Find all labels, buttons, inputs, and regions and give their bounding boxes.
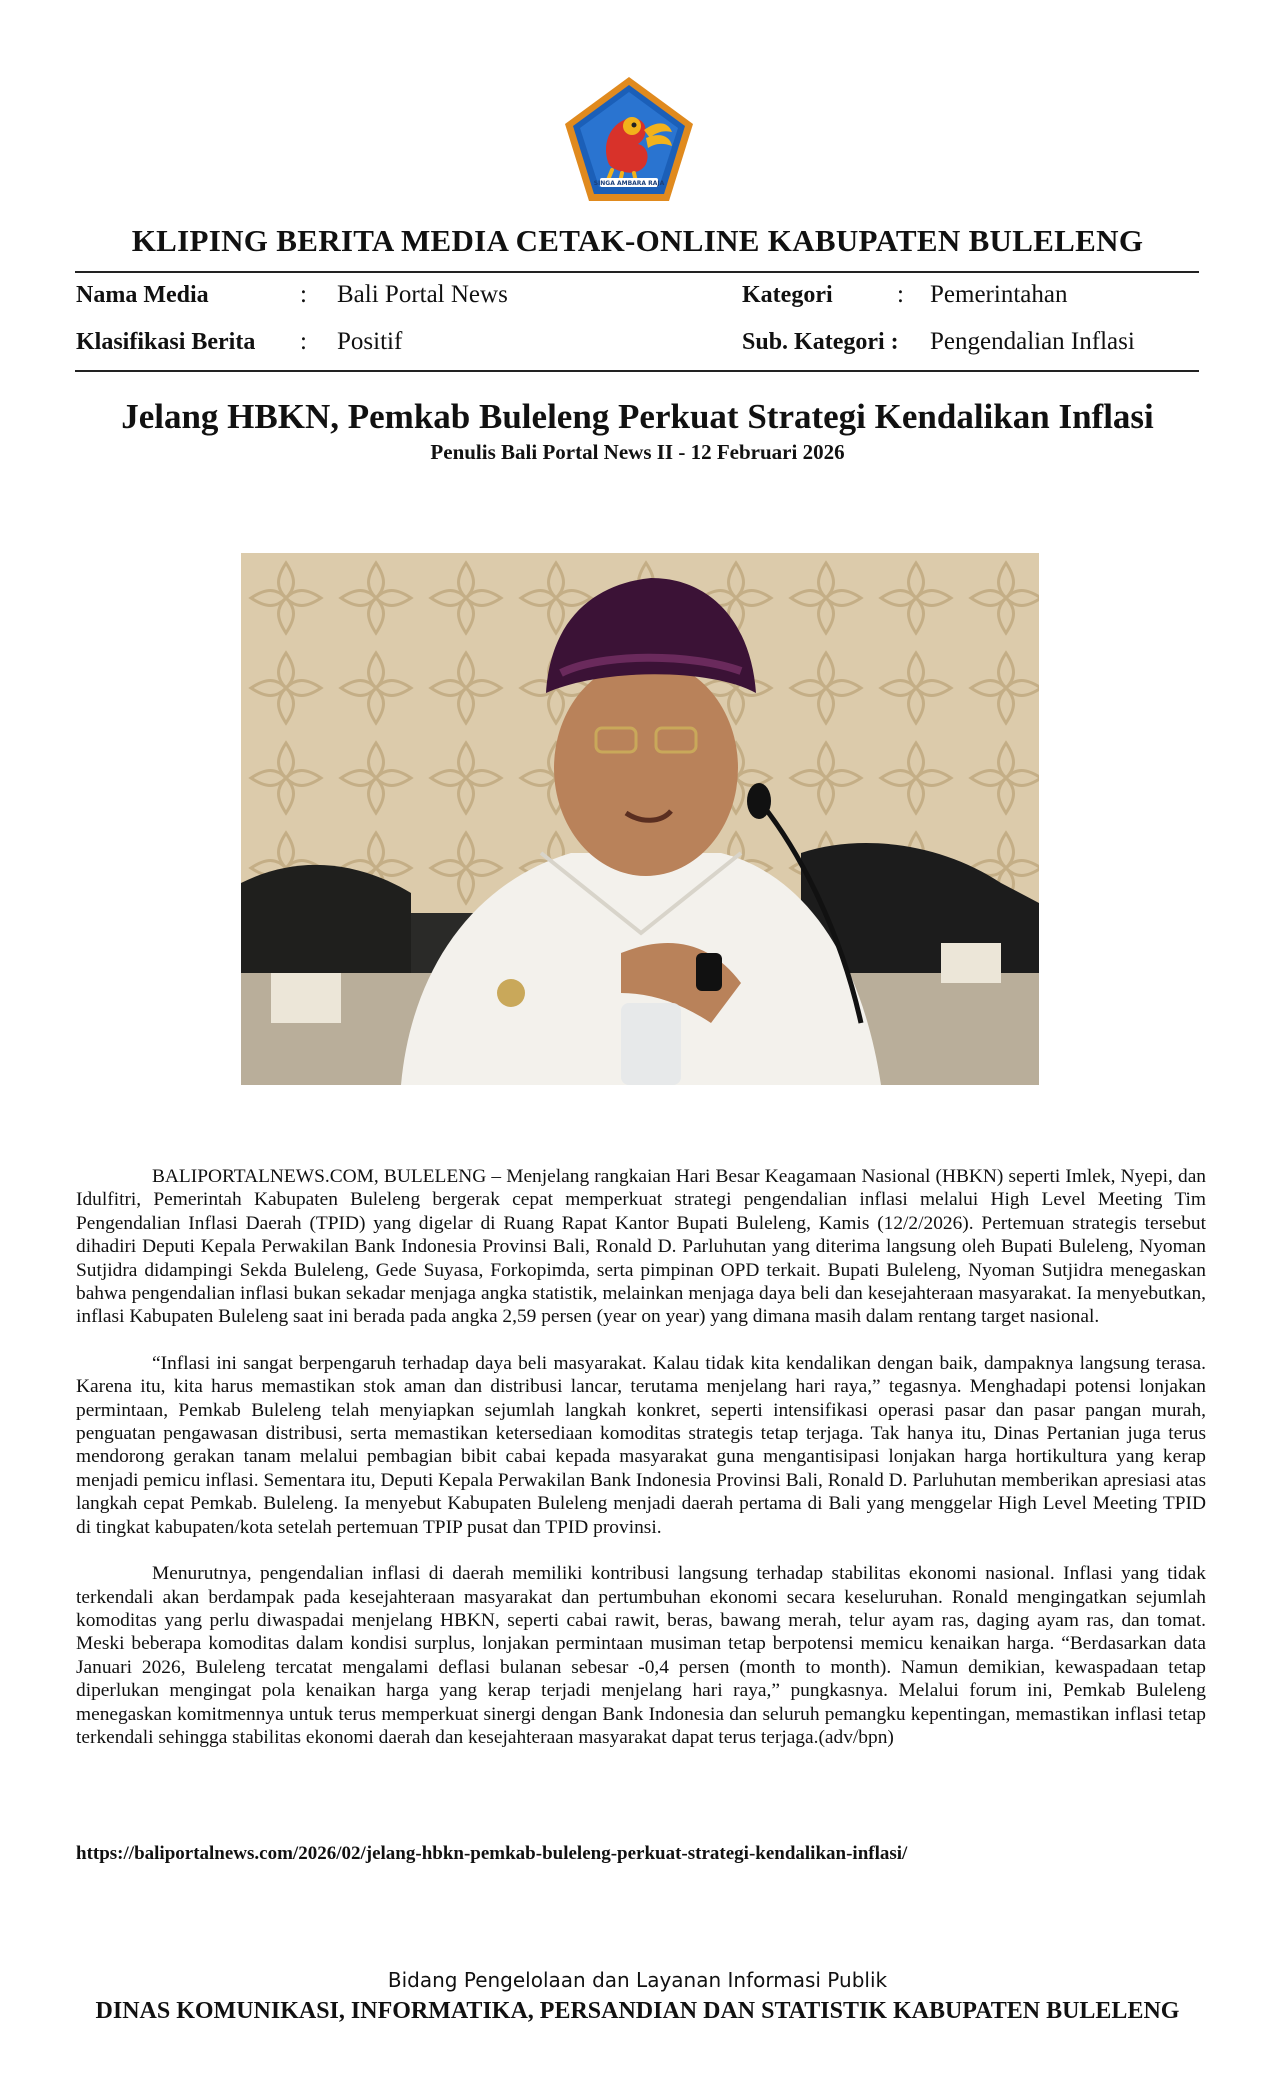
header-rule-bottom xyxy=(75,370,1199,372)
buleleng-regency-emblem xyxy=(562,74,696,204)
clipping-header-title: KLIPING BERITA MEDIA CETAK-ONLINE KABUPATEN BULELENG xyxy=(131,223,1144,258)
subcategory-value: Pengendalian Inflasi xyxy=(930,328,1135,355)
emblem-motto: SINGA AMBARA RAJA xyxy=(593,180,665,187)
classification-value: Positif xyxy=(337,328,403,355)
article-paragraph: Menurutnya, pengendalian inflasi di daerah memiliki kontribusi langsung terhadap stabilitas ekonomi nasional. Inflasi yang tidak terkendali akan berdampak pada kesejahteraan masyarakat dan pertumbuhan ekonomi secara keseluruhan. Ronald mengingatkan sejumlah komoditas yang perlu diwaspadai menjelang HBKN, seperti cabai rawit, beras, bawang merah, telur ayam ras, daging ayam ras, dan tomat. Meski beberapa komoditas dalam kondisi surplus, lonjakan permintaan musiman tetap berpotensi memicu kenaikan harga. “Berdasarkan data Januari 2026, Buleleng tercatat mengalami deflasi bulanan sebesar -0,4 persen (month to month). Namun demikian, kewaspadaan tetap diperlukan mengingat pola kenaikan harga yang kerap terjadi menjelang hari raya,” pungkasnya. Melalui forum ini, Pemkab Buleleng menegaskan komitmennya untuk terus memperkuat sinergi dengan Bank Indonesia dan seluruh pemangku kepentingan, memastikan inflasi tetap terkendali sehingga stabilitas ekonomi daerah dan kesejahteraan masyarakat dapat terus terjaga.(adv/bpn) xyxy=(76,1563,1206,1748)
footer-department: DINAS KOMUNIKASI, INFORMATIKA, PERSANDIAN DAN STATISTIK KABUPATEN BULELENG xyxy=(95,1998,1180,2024)
header-rule-top xyxy=(75,271,1199,273)
classification-label: Klasifikasi Berita xyxy=(76,329,256,355)
article-byline: Penulis Bali Portal News II - 12 Februari 2026 xyxy=(430,440,845,464)
footer-division: Bidang Pengelolaan dan Layanan Informasi Publik xyxy=(387,1968,888,1992)
article-paragraph: BALIPORTALNEWS.COM, BULELENG – Menjelang rangkaian Hari Besar Keagamaan Nasional (HBKN) seperti Imlek, Nyepi, dan Idulfitri, Pemerintah Kabupaten Buleleng bergerak cepat memperkuat strategi pengendalian inflasi melalui High Level Meeting Tim Pengendalian Inflasi Daerah (TPID) yang digelar di Ruang Rapat Kantor Bupati Buleleng, Kamis (12/2/2026). Pertemuan strategis tersebut dihadiri Deputi Kepala Perwakilan Bank Indonesia Provinsi Bali, Ronald D. Parluhutan yang diterima langsung oleh Bupati Buleleng, Nyoman Sutjidra didampingi Sekda Buleleng, Gede Suyasa, Forkopimda, serta pimpinan OPD terkait. Bupati Buleleng, Nyoman Sutjidra menegaskan bahwa pengendalian inflasi bukan sekadar menjaga angka statistik, melainkan menjaga daya beli dan kesejahteraan masyarakat. Ia menyebutkan, inflasi Kabupaten Buleleng saat ini berada pada angka 2,59 persen (year on year) yang dimana masih dalam rentang target nasional. xyxy=(76,1166,1206,1328)
media-name-label: Nama Media xyxy=(76,282,209,308)
media-name-separator: : xyxy=(300,281,307,308)
category-value: Pemerintahan xyxy=(930,281,1068,308)
article-source-url[interactable]: https://baliportalnews.com/2026/02/jelang-hbkn-pemkab-buleleng-perkuat-strategi-kendalikan-inflasi/ xyxy=(76,1843,908,1864)
article-title: Jelang HBKN, Pemkab Buleleng Perkuat Strategi Kendalikan Inflasi xyxy=(121,397,1154,436)
article-body xyxy=(76,1165,1206,1772)
article-paragraph: “Inflasi ini sangat berpengaruh terhadap daya beli masyarakat. Kalau tidak kita kendalikan dengan baik, dampaknya langsung terasa. Karena itu, kita harus memastikan stok aman dan distribusi lancar, terutama menjelang hari raya,” tegasnya. Menghadapi potensi lonjakan permintaan, Pemkab Buleleng telah menyiapkan sejumlah langkah konkret, seperti intensifikasi operasi pasar dan pasar pangan murah, penguatan pengawasan distribusi, serta memastikan ketersediaan komoditas strategis tetap terjaga. Tak hanya itu, Dinas Pertanian juga terus mendorong gerakan tanam melalui pembagian bibit cabai kepada masyarakat guna mengantisipasi lonjakan harga hortikultura yang kerap menjadi pemicu inflasi. Sementara itu, Deputi Kepala Perwakilan Bank Indonesia Provinsi Bali, Ronald D. Parluhutan memberikan apresiasi atas langkah cepat Pemkab. Buleleng. Ia menyebut Kabupaten Buleleng menjadi daerah pertama di Bali yang menggelar High Level Meeting TPID di tingkat kabupaten/kota setelah pertemuan TPIP pusat dan TPID provinsi. xyxy=(76,1352,1206,1538)
classification-separator: : xyxy=(300,328,307,355)
article-photo xyxy=(241,553,1039,1085)
category-separator: : xyxy=(897,281,904,308)
subcategory-label: Sub. Kategori : xyxy=(742,329,899,355)
media-name-value: Bali Portal News xyxy=(337,281,508,308)
category-label: Kategori xyxy=(742,282,833,308)
